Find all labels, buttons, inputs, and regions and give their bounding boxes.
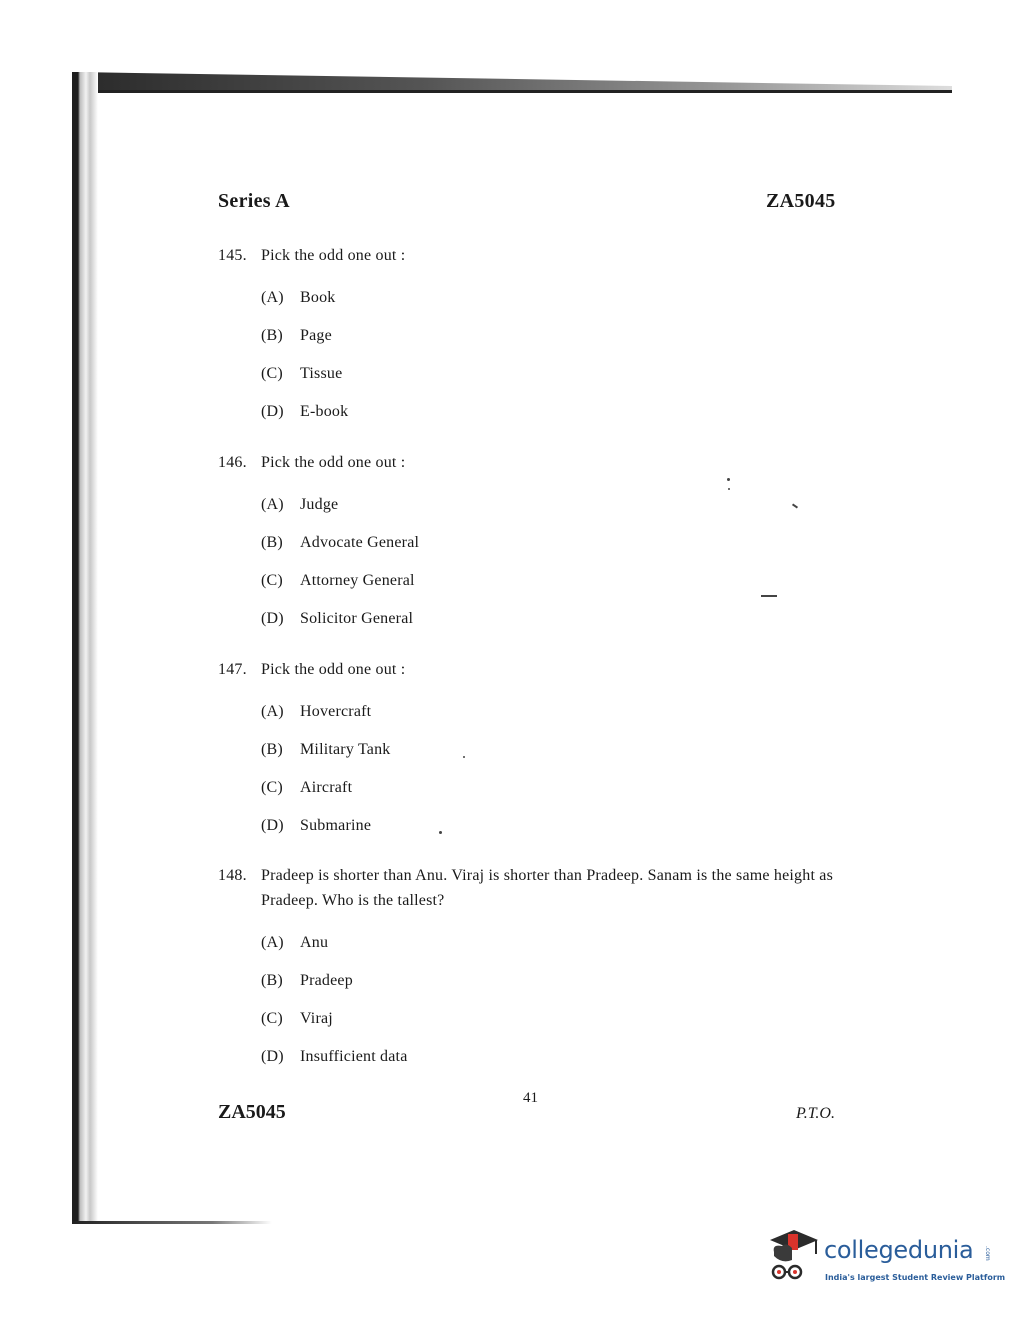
option-text: Insufficient data [300,1047,408,1065]
options-list [261,485,848,637]
option-a [261,692,848,730]
scan-speck [761,595,777,597]
option-d [261,599,848,637]
option-a [261,485,848,523]
question-146 [218,450,848,637]
scan-border-left [72,72,98,1224]
scan-speck [439,831,442,834]
question-148 [218,863,848,1075]
paper-code-header: ZA5045 [766,190,836,212]
option-label: (A) [261,495,284,513]
series-label: Series A [218,190,290,212]
option-b [261,523,848,561]
watermark-brand-name: collegedunia [824,1236,974,1264]
option-label: (C) [261,1009,283,1027]
option-label: (D) [261,1047,284,1065]
scan-speck [463,756,465,758]
option-d [261,392,848,430]
question-text: Pradeep is shorter than Anu. Viraj is shorter than Pradeep. Sanam is the same height as Pradeep. Who is the tallest? [261,867,834,909]
options-list [261,692,848,844]
option-b [261,730,848,768]
option-text: Page [300,326,332,344]
option-text: Solicitor General [300,609,414,627]
option-text: Attorney General [300,571,415,589]
option-label: (C) [261,778,283,796]
option-b [261,316,848,354]
option-label: (B) [261,326,283,344]
watermark-tagline: India's largest Student Review Platform [825,1273,1006,1282]
question-number: 147. [218,661,247,678]
option-text: Pradeep [300,971,353,989]
option-text: E-book [300,402,349,420]
page-number: 41 [523,1090,538,1106]
option-a [261,278,848,316]
option-c [261,354,848,392]
question-145 [218,243,848,430]
option-label: (A) [261,933,284,951]
option-text: Hovercraft [300,702,372,720]
option-label: (D) [261,402,284,420]
scan-border-top-line [76,90,952,93]
collegedunia-logo-icon [764,1226,824,1286]
option-label: (C) [261,364,283,382]
option-label: (A) [261,702,284,720]
option-d [261,806,848,844]
option-c [261,999,848,1037]
options-list [261,278,848,430]
option-text: Judge [300,495,339,513]
question-text: Pick the odd one out : [261,454,406,471]
question-number: 146. [218,454,247,471]
option-c [261,561,848,599]
collegedunia-watermark [764,1226,1006,1296]
option-c [261,768,848,806]
question-number: 145. [218,247,247,264]
question-number: 148. [218,867,247,884]
option-text: Book [300,288,336,306]
option-label: (B) [261,533,283,551]
option-label: (D) [261,816,284,834]
scan-border-bottom [72,1221,272,1224]
option-label: (B) [261,740,283,758]
question-147 [218,657,848,844]
paper-code-footer: ZA5045 [218,1101,286,1123]
watermark-domain-suffix: .com [984,1246,991,1261]
option-a [261,923,848,961]
scan-speck [727,478,730,481]
option-label: (B) [261,971,283,989]
option-text: Tissue [300,364,343,382]
option-b [261,961,848,999]
question-text: Pick the odd one out : [261,247,406,264]
option-label: (D) [261,609,284,627]
option-label: (C) [261,571,283,589]
option-text: Anu [300,933,329,951]
option-text: Submarine [300,816,372,834]
question-text: Pick the odd one out : [261,661,406,678]
scan-speck [728,488,730,490]
scan-border-top [76,72,952,92]
option-d [261,1037,848,1075]
pto-label: P.T.O. [796,1105,835,1122]
option-text: Viraj [300,1009,333,1027]
option-text: Advocate General [300,533,420,551]
options-list [261,923,848,1075]
option-text: Military Tank [300,740,391,758]
option-label: (A) [261,288,284,306]
option-text: Aircraft [300,778,353,796]
